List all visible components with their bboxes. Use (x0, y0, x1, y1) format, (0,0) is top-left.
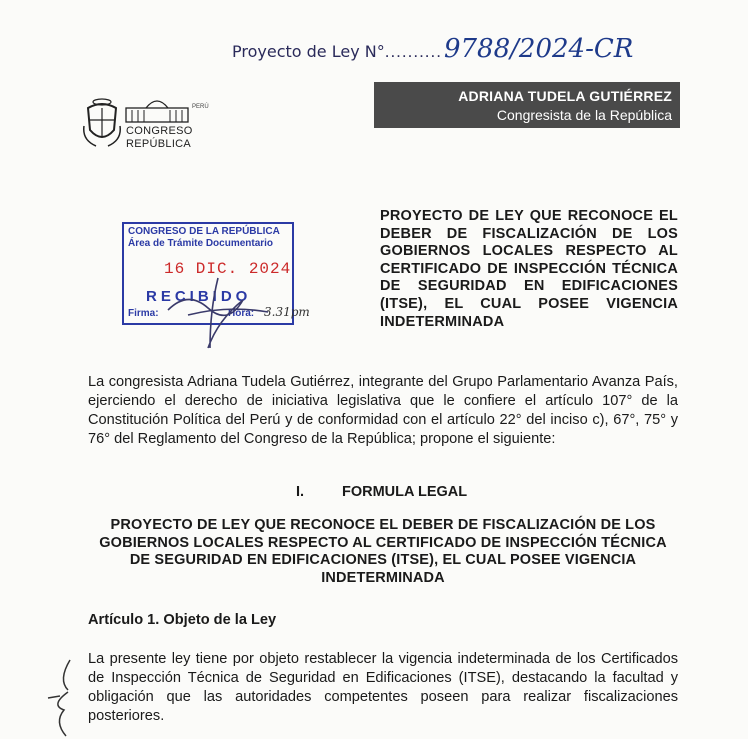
congress-building-icon (124, 94, 190, 124)
seal-line2: REPÚBLICA (126, 138, 192, 150)
congress-seal (82, 94, 232, 154)
section-roman: I. (296, 484, 305, 500)
project-number: 9788/2024-CR (443, 34, 634, 64)
handwritten-signature (148, 270, 318, 350)
congresista-banner (374, 82, 680, 128)
stamp-hora-value: 3.31pm (264, 305, 310, 319)
document-title-main: PROYECTO DE LEY QUE RECONOCE EL DEBER DE FISCALIZACIÓN DE LOS GOBIERNOS LOCALES RESPECTO AL CERTIFICADO DE INSPECCIÓN TÉCNICA DE SEGURIDAD EN EDIFICACIONES (ITSE), EL CUAL POSEE VIGENCIA INDETERMINADA (99, 517, 667, 586)
document-title-top: PROYECTO DE LEY QUE RECONOCE EL DEBER DE FISCALIZACIÓN DE LOS GOBIERNOS LOCALES RESPECTO AL CERTIFICADO DE INSPECCIÓN TÉCNICA DE SEGURIDAD EN EDIFICACIONES (ITSE), EL CUAL POSEE VIGENCIA INDETERMINADA (380, 208, 678, 330)
stamp-date: 16 DIC. 2024 (164, 260, 292, 278)
stamp-hora-label: Hora: (228, 308, 255, 319)
article-heading: Artículo 1. Objeto de la Ley (88, 612, 277, 628)
stamp-firma-label: Firma: (128, 308, 159, 319)
stamp-received: RECIBIDO (146, 288, 252, 305)
section-title: FORMULA LEGAL (342, 484, 468, 500)
seal-text (126, 125, 193, 151)
coat-of-arms-icon (82, 96, 122, 148)
section-heading (296, 484, 467, 500)
project-number-line (232, 34, 633, 64)
project-label: Proyecto de Ley N° (232, 42, 385, 61)
congresista-name: ADRIANA TUDELA GUTIÉRREZ (458, 88, 672, 104)
stamp-line2: Área de Trámite Documentario (128, 238, 274, 249)
seal-line1: CONGRESO (126, 125, 193, 137)
congresista-role: Congresista de la República (496, 107, 672, 123)
project-dots: .......... (384, 42, 442, 61)
margin-initials (40, 650, 80, 739)
article-body: La presente ley tiene por objeto restablecer la vigencia indeterminada de los Certificados de Inspección Técnica de Seguridad en Edificaciones (ITSE), destacando la facultad y obligación que las autoridades competentes poseen para realizar fiscalizaciones posteriores. (88, 651, 678, 724)
intro-paragraph: La congresista Adriana Tudela Gutiérrez, integrante del Grupo Parlamentario Avanza País, ejerciendo el derecho de iniciativa legislativa que le confiere el artículo 107° de la Constitución Política del Perú y de conformidad con el artículo 22° del inciso c), 67°, 75° y 76° del Reglamento del Congreso de la República; propone el siguiente: (88, 374, 678, 447)
seal-peru: PERÚ (192, 104, 209, 110)
stamp-line1: CONGRESO DE LA REPÚBLICA (128, 226, 280, 237)
